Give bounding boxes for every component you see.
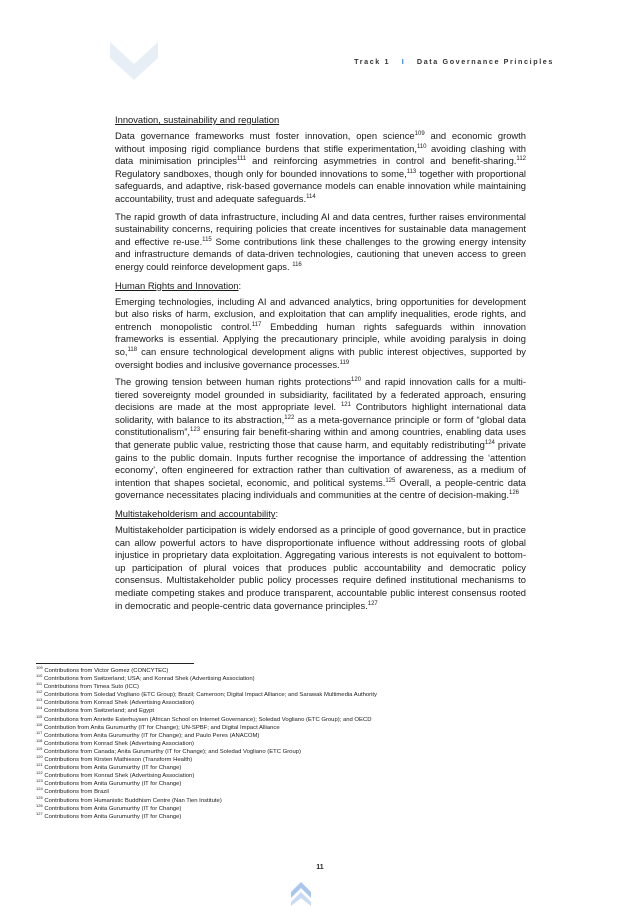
footnote-text: Contributions from Switzerland; and Egypt	[44, 708, 155, 715]
footnote-ref: 112	[516, 156, 526, 163]
footnote-number: 113	[36, 697, 43, 703]
footnote-number: 126	[36, 802, 43, 808]
paragraph-text: can ensure technological development aligns with public interest objectives, supported by oversight bodies and inclusive governance processes.	[115, 345, 526, 370]
footnotes	[36, 667, 576, 821]
footnote	[36, 756, 576, 764]
footnote	[36, 729, 576, 740]
footnote	[36, 764, 576, 772]
footnote-ref: 127	[367, 600, 378, 607]
paragraph-text: avoiding clashing with data minimisation principles	[115, 142, 526, 167]
footnote-text: Contributions from Victor Gomez (CONCYTEC)	[44, 668, 169, 674]
footnote-ref: 110	[416, 143, 427, 150]
footnote-number: 116	[36, 721, 43, 727]
chevron-logo-icon	[108, 34, 160, 86]
footnote-text: Contributions from Anita Gurumurthy (IT for Change)	[44, 813, 182, 820]
footnote-number: 119	[36, 745, 43, 751]
section-heading	[115, 279, 526, 293]
footnote-number: 117	[36, 729, 43, 735]
paragraph-text: Data governance frameworks must foster innovation, open science	[115, 130, 415, 141]
footnote-ref: 125	[385, 477, 396, 484]
footnote	[36, 683, 576, 691]
footnote-number: 125	[36, 794, 43, 800]
footnote-text: Contributions from Soledad Vogliano (ETC Group); Brazil; Cameroon; Digital Impact Alliance; and Sarawak Multimedia Authority	[44, 692, 378, 699]
footnote-ref: 120	[351, 376, 362, 383]
footnote-number: 120	[36, 754, 43, 760]
footnote	[36, 667, 576, 675]
paragraph-text: Some contributions link these challenges to the growing energy intensity and infrastructure demands of data-driven technologies, cautioning that uneven access to green energy could reinforce development gaps.	[115, 235, 526, 272]
footnote-text: Contributions from Brazil	[44, 789, 109, 796]
footnote-text: Contributions from Anriette Esterhuysen (African School on Internet Governance); Soledad Vogliano (ETC Group); and OECD	[44, 716, 372, 723]
footnote	[36, 780, 576, 788]
footnote-ref: 124	[484, 439, 495, 446]
footnote	[36, 788, 576, 796]
footnote-number: 114	[36, 705, 43, 711]
paragraph-text: Overall, a people-centric data governance necessitates placing individuals and communities at the centre of decision-making.	[115, 476, 526, 501]
footnote-ref: 113	[406, 168, 417, 175]
paragraph-text: Embedding human rights safeguards within innovation frameworks is essential. Applying the precautionary principle, while avoiding paralysis in doing so,	[115, 320, 526, 357]
footnote-text: Contributions from Switzerland; USA; and Konrad Shek (Advertising Association)	[44, 676, 255, 683]
footnote	[36, 691, 576, 699]
footnote-text: Contributions from Anita Gurumurthy (IT for Change)	[44, 781, 182, 788]
paragraph-text: Multistakeholder participation is widely endorsed as a principle of good governance, but in practice can allow powerful actors to have disproportionate influence without addressing roots of global injustice in proprietary data exploitation. Aggregating various interests is not equivalent to bottom-up participation of plural voices that produces public accountability and democratic policy consensus. Multistakeholder public policy processes require defined institutional mechanisms to mediate competing stakes and produce transparent, accountable public interest consensus rooted in democratic and people-centric data governance principles.	[115, 524, 526, 611]
paragraph-text: as a meta-governance principle or form of “global data constitutionalism”,	[115, 413, 526, 438]
main-content	[115, 113, 526, 617]
footnote-text: Contributions from Anita Gurumurthy (IT for Change)	[44, 805, 182, 812]
footnote-ref: 119	[339, 359, 350, 366]
footnote-number: 121	[36, 762, 43, 768]
paragraph-text: The rapid growth of data infrastructure, including AI and data centres, further raises environmental sustainability concerns, requiring policies that create incentives for sustainable data management and effective re-use.	[115, 210, 526, 247]
paragraph-text: together with proportional safeguards, and adaptive, risk-based governance models can enable innovation while maintaining accountability, trust and adequate safeguards.	[115, 167, 526, 204]
header-separator: I	[401, 57, 406, 66]
footnote-number: 112	[36, 689, 43, 695]
paragraph-text: ensuring fair benefit-sharing within and among countries, enabling data uses that generate public value, restricting those that cause harm, and equitably redistributing	[115, 426, 526, 451]
footnote-text: Contributions from Kirsten Mathieson (Transform Health)	[44, 757, 193, 764]
footnote	[36, 707, 576, 715]
section-heading-text: Multistakeholderism and accountability	[115, 508, 276, 520]
footnote-ref: 126	[508, 490, 519, 497]
footnote-text: Contributions from Anita Gurumurthy (IT for Change); and Paulo Peres (ANACOM)	[44, 732, 260, 739]
footnote-number: 115	[36, 713, 43, 719]
chevron-up-logo-icon	[290, 878, 312, 906]
paragraph	[115, 296, 526, 372]
section-heading	[115, 507, 526, 521]
footnote	[36, 745, 576, 756]
footnote-number: 111	[36, 681, 43, 687]
footnote-text: Contributions from Konrad Shek (Advertising Association)	[44, 773, 195, 780]
footnote-text: Contribution from Anita Gurumurthy (IT for Change); UN-SPBF; and Digital Impact Alliance	[44, 724, 280, 731]
footnote-ref: 121	[340, 402, 351, 409]
footnote	[36, 699, 576, 707]
section-heading-suffix: :	[275, 508, 279, 520]
header-title: Data Governance Principles	[416, 57, 554, 66]
footnote	[36, 810, 576, 821]
footnote	[36, 772, 576, 780]
footnote	[36, 675, 576, 683]
footnote-text: Contributions from Anita Gurumurthy (IT for Change)	[44, 765, 182, 772]
footnote	[36, 794, 576, 805]
paragraph-text: and economic growth without imposing rigid compliance burdens that stifle experimentation,	[115, 130, 526, 154]
footnote-ref: 122	[284, 414, 295, 421]
footnote	[36, 713, 576, 724]
paragraph	[115, 130, 526, 206]
paragraph	[115, 524, 526, 612]
paragraph-text: and rapid innovation calls for a multi-tiered sovereignty model grounded in subsidiarity, facilitated by a federated approach, ensuring decisions are made at the most appropriate level.	[115, 376, 526, 413]
footnote-text: Contributions from Humanistic Buddhism Centre (Nan Tien Institute)	[44, 797, 222, 804]
footnote-number: 118	[36, 737, 43, 743]
footnote-text: Contributions from Konrad Shek (Advertising Association)	[44, 700, 194, 707]
footnote-text: Contributions from Timea Suto (ICC)	[43, 684, 139, 691]
paragraph-text: Emerging technologies, including AI and advanced analytics, bring opportunities for development but also risks of harm, exclusion, and exploitation that can amplify inequalities, erode rights, and entrench monopolistic control.	[115, 295, 526, 332]
footnote-number: 110	[36, 673, 43, 679]
paragraph-text: and reinforcing asymmetries in control and benefit-sharing.	[246, 155, 517, 167]
footnote-ref: 115	[202, 236, 212, 243]
footnote-ref: 117	[251, 321, 262, 328]
paragraph-text: The growing tension between human rights protections	[115, 376, 352, 388]
footnote-ref: 118	[127, 346, 138, 353]
footnote-number: 124	[36, 786, 43, 792]
footnote-ref: 109	[414, 130, 425, 137]
footnote-ref: 111	[236, 156, 247, 163]
footnote-number: 127	[36, 810, 43, 816]
footnote-text: Contributions from Canada; Anita Gurumurthy (IT for Change); and Soledad Vogliano (ETC Group)	[44, 748, 301, 755]
footnote	[36, 721, 576, 732]
page-number: 11	[316, 864, 324, 871]
footnote-number: 122	[36, 770, 43, 776]
section-heading-text: Human Rights and Innovation	[115, 279, 239, 291]
footnote-number: 109	[36, 665, 43, 671]
section-heading	[115, 113, 526, 127]
footnote	[36, 737, 576, 748]
footnote-ref: 116	[292, 261, 302, 268]
paragraph-text: Regulatory sandboxes, though only for bounded innovations to some,	[115, 167, 407, 179]
paragraph	[115, 376, 526, 502]
footnote-ref: 114	[306, 193, 316, 200]
footnote-text: Contributions from Konrad Shek (Advertising Association)	[44, 740, 194, 747]
paragraph	[115, 211, 526, 274]
paragraph-text: Contributors highlight international data solidarity, with balance to its abstraction,	[115, 401, 526, 425]
running-header	[354, 57, 554, 66]
section-heading-text: Innovation, sustainability and regulation	[115, 114, 280, 125]
footnote	[36, 802, 576, 813]
header-track: Track 1	[354, 57, 391, 66]
footnote-divider	[36, 663, 194, 664]
paragraph-text: private gains to the public domain. Inputs further recognise the importance of addressing the ‘attention economy’, often engineered for extraction rather than cultivation of awareness, as a medium of intention that shapes societal, economic, and political systems.	[115, 439, 527, 488]
section-heading-suffix: :	[238, 279, 242, 291]
footnote-ref: 123	[190, 427, 201, 434]
footnote-number: 123	[36, 778, 43, 784]
